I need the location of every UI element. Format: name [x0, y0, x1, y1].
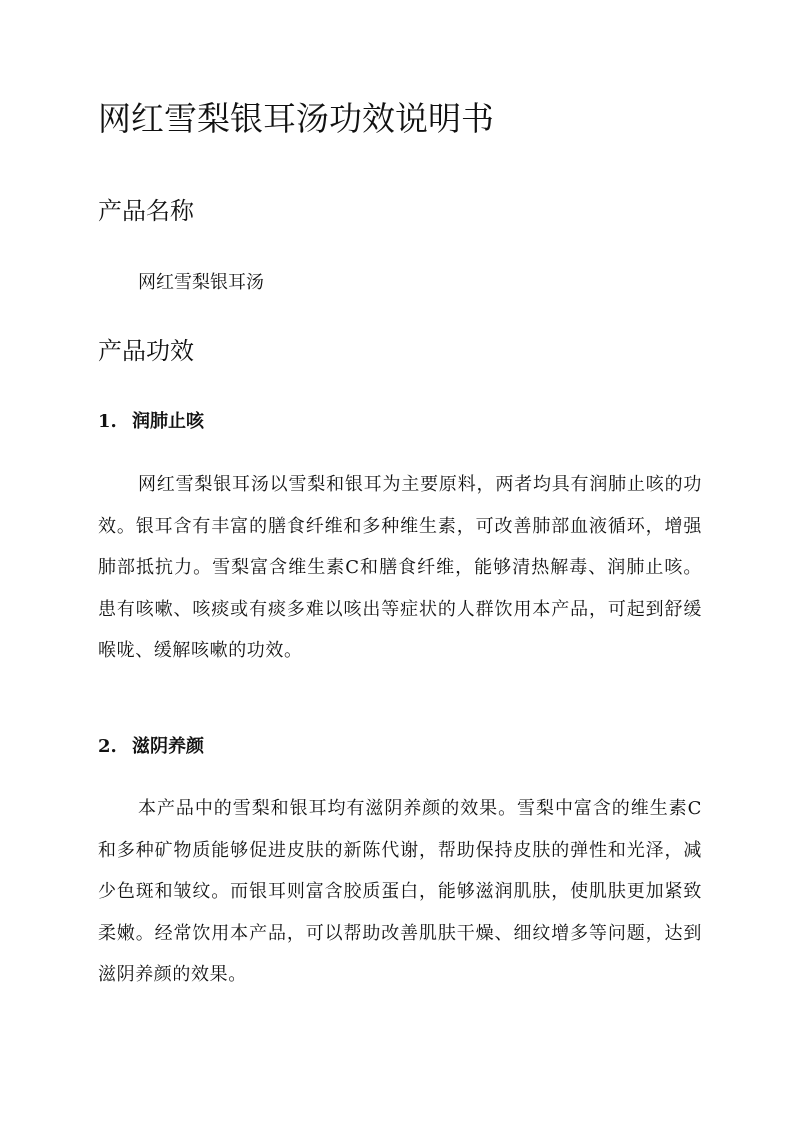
effect-heading-2	[98, 734, 204, 760]
section-heading-product-effects: 产品功效	[98, 337, 194, 365]
product-name-text: 网红雪梨银耳汤	[138, 272, 264, 293]
effect-title-1: 润肺止咳	[132, 411, 204, 432]
effect-number-1: 1.	[98, 411, 117, 432]
effect-body-1: 网红雪梨银耳汤以雪梨和银耳为主要原料，两者均具有润肺止咳的功效。银耳含有丰富的膳食纤维和多种维生素，可改善肺部血液循环，增强肺部抵抗力。雪梨富含维生素C和膳食纤维，能够清热解毒、润肺止咳。患有咳嗽、咳痰或有痰多难以咳出等症状的人群饮用本产品，可起到舒缓喉咙、缓解咳嗽的功效。	[98, 474, 702, 662]
effect-body-2: 本产品中的雪梨和银耳均有滋阴养颜的效果。雪梨中富含的维生素C和多种矿物质能够促进皮肤的新陈代谢，帮助保持皮肤的弹性和光泽，减少色斑和皱纹。而银耳则富含胶质蛋白，能够滋润肌肤，使肌肤更加紧致柔嫩。经常饮用本产品，可以帮助改善肌肤干燥、细纹增多等问题，达到滋阴养颜的效果。	[98, 798, 702, 986]
effect-heading-1	[98, 409, 204, 435]
effect-title-2: 滋阴养颜	[132, 736, 204, 757]
section-heading-product-name: 产品名称	[98, 197, 194, 225]
effect-number-2: 2.	[98, 736, 117, 757]
document-title: 网红雪梨银耳汤功效说明书	[98, 99, 494, 138]
